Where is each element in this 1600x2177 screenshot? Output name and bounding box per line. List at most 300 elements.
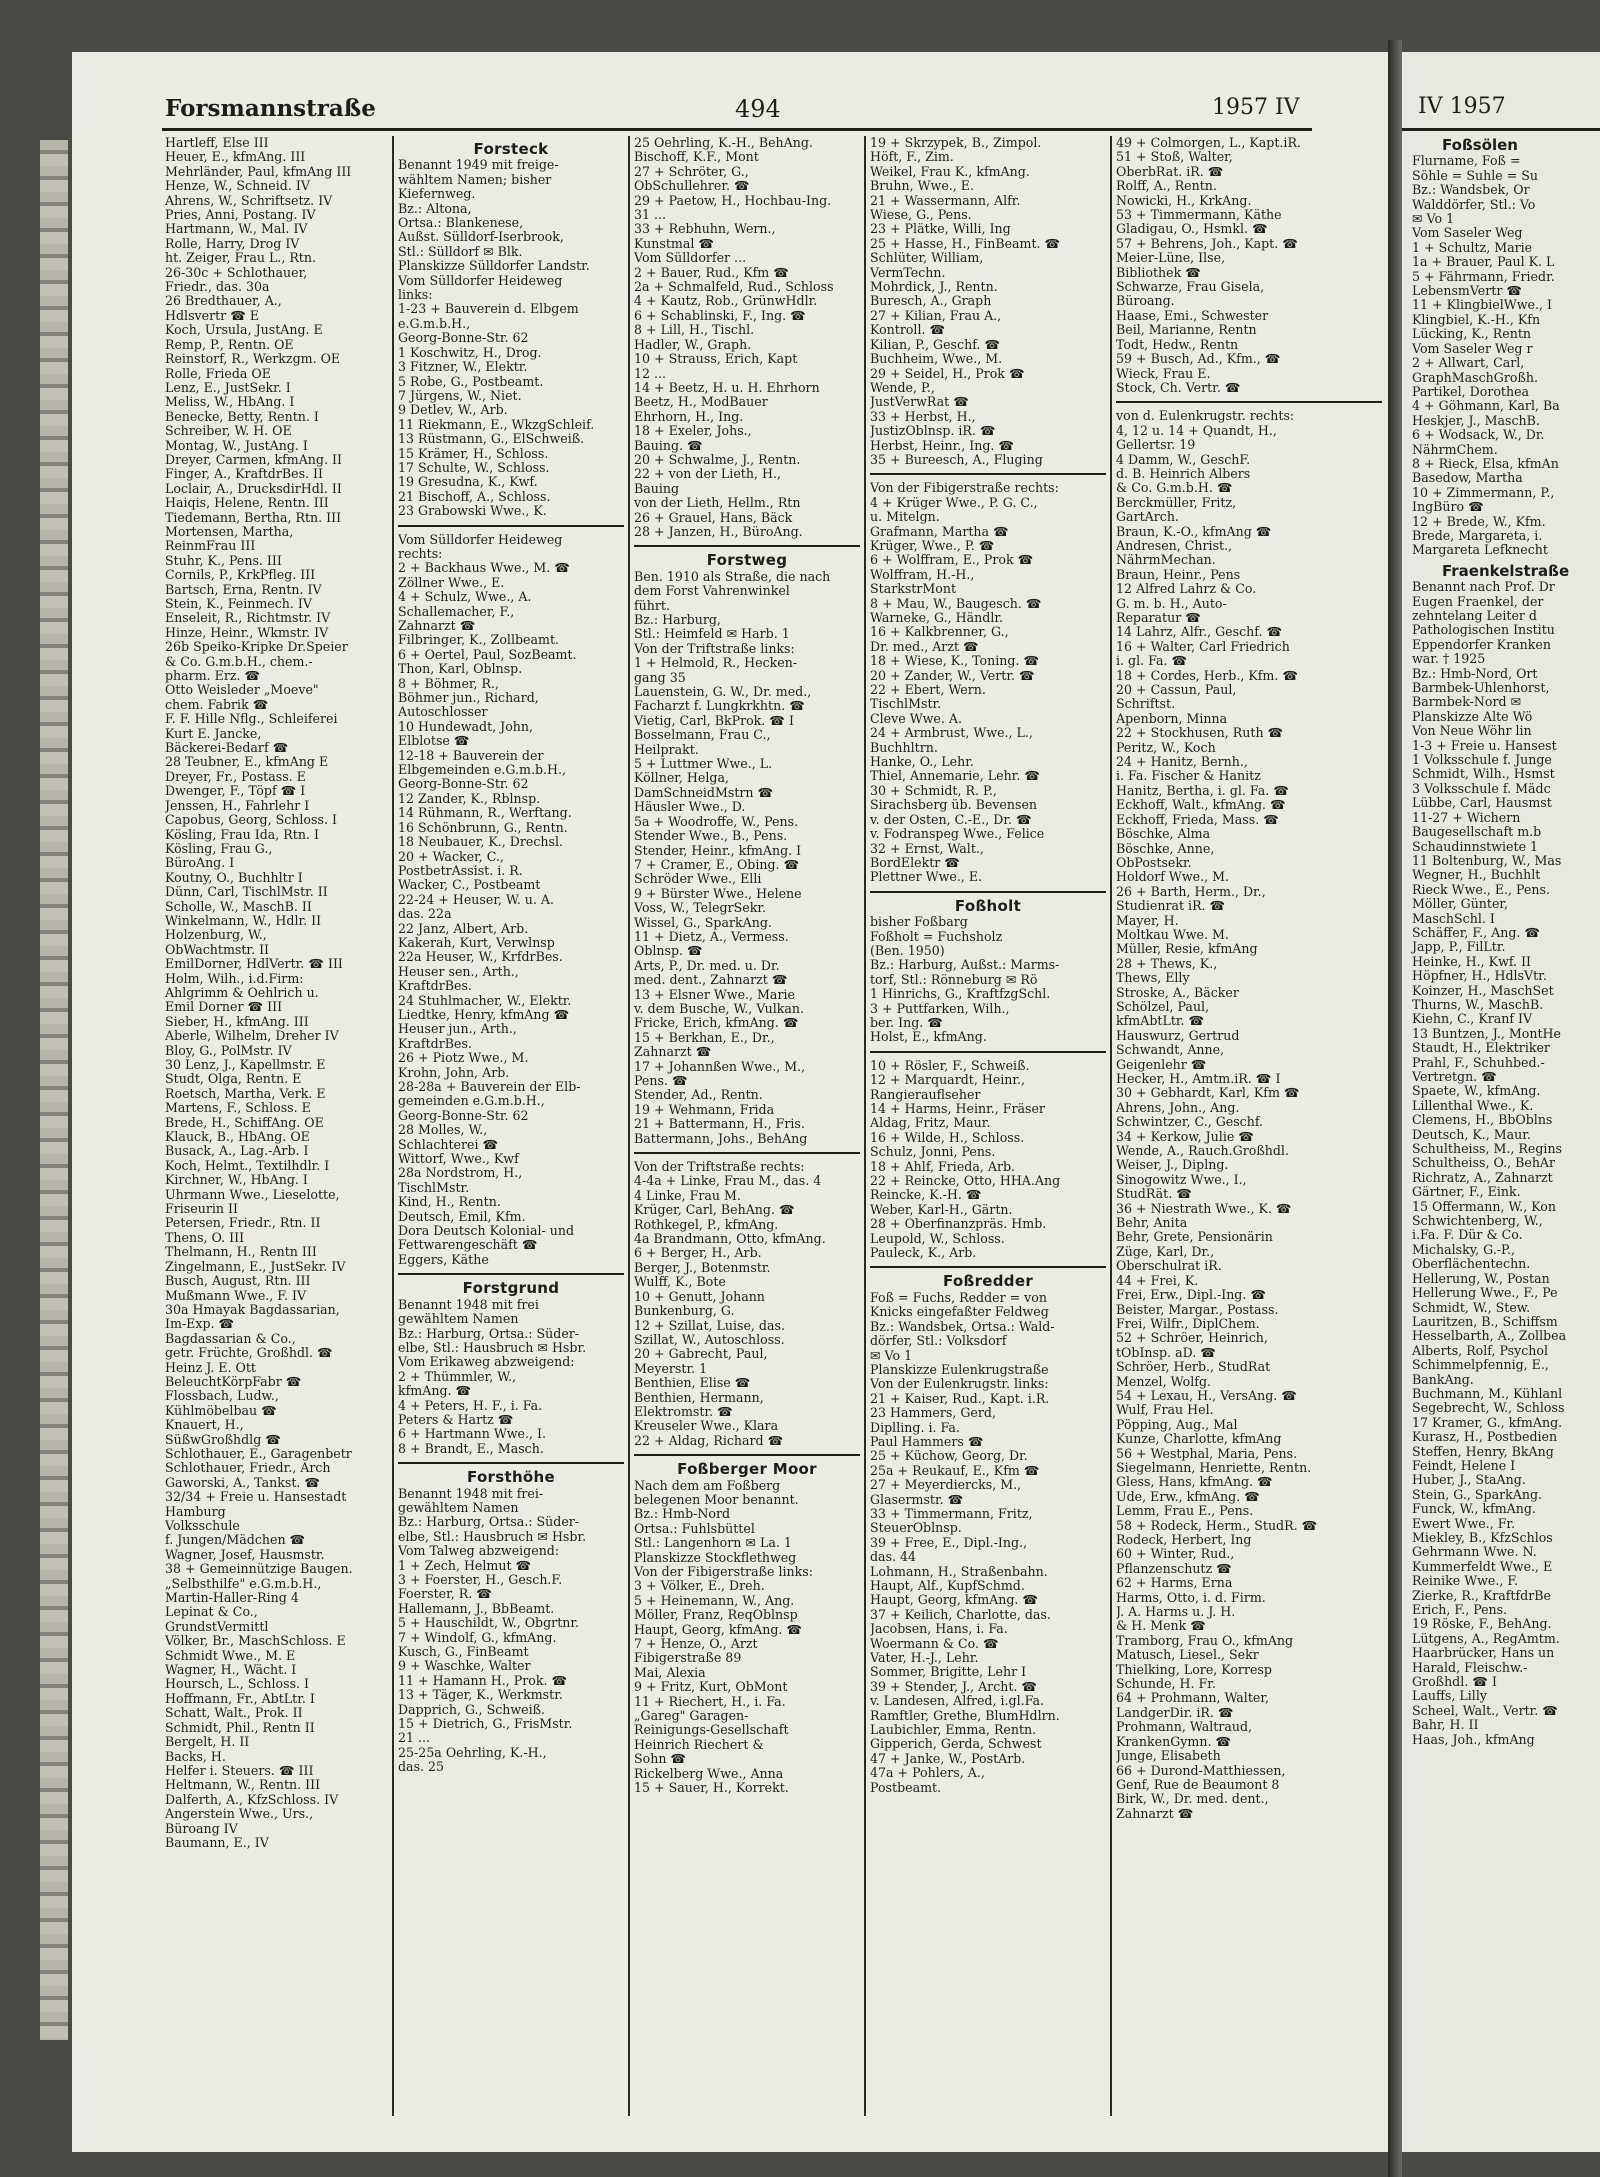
- directory-entry: PostbetrAssist. i. R.: [398, 862, 523, 878]
- directory-entry: Leupold, W., Schloss.: [870, 1230, 1005, 1246]
- directory-entry: Heskjer, J., MaschB.: [1412, 412, 1540, 428]
- column-2: [398, 136, 624, 2116]
- directory-entry: Planskizze Eulenkrugstraße: [870, 1361, 1049, 1377]
- directory-entry: Hecker, H., Amtm.iR. ☎ I: [1116, 1071, 1281, 1086]
- section-rule: [398, 525, 624, 527]
- directory-entry: 3 + Puttfarken, Wilh.,: [870, 1000, 1010, 1016]
- directory-entry: 17 Schulte, W., Schloss.: [398, 459, 550, 475]
- directory-entry: Koch, Ursula, JustAng. E: [165, 322, 323, 338]
- directory-entry: Bauing. ☎: [634, 437, 703, 453]
- directory-entry: Remp, P., Rentn. OE: [165, 336, 294, 352]
- directory-entry: 8 + Böhmer, R.,: [398, 675, 500, 691]
- directory-entry: Lauenstein, G. W., Dr. med.,: [634, 684, 812, 700]
- directory-entry: 21 + Battermann, H., Fris.: [634, 1116, 805, 1132]
- section-rule: [870, 473, 1106, 475]
- section-rule: [870, 1051, 1106, 1053]
- directory-entry: 26 + Piotz Wwe., M.: [398, 1050, 529, 1066]
- directory-entry: Bosselmann, Frau C.,: [634, 727, 771, 743]
- directory-entry: Georg-Bonne-Str. 62: [398, 776, 529, 792]
- directory-entry: Arts, P., Dr. med. u. Dr.: [634, 957, 780, 973]
- directory-entry: Stuhr, K., Pens. III: [165, 552, 282, 568]
- directory-entry: Reinike Wwe., F.: [1412, 1573, 1519, 1589]
- directory-entry: Steffen, Henry, BkAng: [1412, 1443, 1554, 1459]
- directory-entry: BeleuchtKörpFabr ☎: [165, 1373, 302, 1389]
- directory-entry: 39 + Stender, J., Archt. ☎: [870, 1678, 1038, 1694]
- directory-entry: Apenborn, Minna: [1116, 710, 1228, 726]
- directory-entry: links:: [398, 287, 433, 303]
- directory-entry: Wende, A., Rauch.Großhdl.: [1116, 1143, 1289, 1159]
- directory-entry: 23 + Plätke, Willi, Ing: [870, 221, 1011, 237]
- directory-entry: 4 + Schulz, Wwe., A.: [398, 589, 532, 605]
- street-heading: Foßholt: [954, 896, 1022, 915]
- directory-entry: Hauswurz, Gertrud: [1116, 1027, 1240, 1043]
- directory-entry: Filbringer, K., Zollbeamt.: [398, 632, 560, 648]
- directory-entry: Lütgens, A., RegAmtm.: [1412, 1630, 1560, 1646]
- directory-entry: Gehrmann Wwe. N.: [1412, 1544, 1537, 1560]
- directory-entry: ✉ Vo 1: [870, 1347, 913, 1363]
- section-rule: [634, 545, 860, 547]
- directory-entry: 5 + Hauschildt, W., Obgrtnr.: [398, 1615, 580, 1631]
- directory-entry: Studienrat iR. ☎: [1116, 898, 1226, 914]
- directory-entry: 1-23 + Bauverein d. Elbgem: [398, 301, 579, 317]
- directory-entry: Eugen Fraenkel, der: [1412, 593, 1544, 609]
- directory-entry: Basedow, Martha: [1412, 470, 1523, 486]
- directory-entry: Benthien, Elise ☎: [634, 1375, 751, 1391]
- directory-entry: Bz.: Harburg, Ortsa.: Süder-: [398, 1325, 580, 1341]
- directory-entry: Vom Saseler Weg: [1412, 225, 1523, 241]
- directory-entry: Bartsch, Erna, Rentn. IV: [165, 581, 322, 597]
- directory-entry: 49 + Colmorgen, L., Kapt.iR.: [1116, 136, 1301, 150]
- directory-entry: Harms, Otto, i. d. Firm.: [1116, 1589, 1266, 1605]
- directory-entry: 56 + Westphal, Maria, Pens.: [1116, 1445, 1298, 1461]
- directory-entry: 58 + Rodeck, Herm., StudR. ☎: [1116, 1517, 1318, 1533]
- directory-entry: 2 + Allwart, Carl,: [1412, 355, 1525, 371]
- directory-entry: Eppendorfer Kranken: [1412, 636, 1551, 652]
- directory-entry: Vietig, Carl, BkProk. ☎ I: [634, 712, 794, 728]
- directory-entry: 5 Robe, G., Postbeamt.: [398, 373, 544, 389]
- section-rule: [398, 1462, 624, 1464]
- directory-entry: Eckhoff, Walt., kfmAng. ☎: [1116, 797, 1286, 813]
- directory-entry: Schmidt, Phil., Rentn II: [165, 1719, 315, 1735]
- directory-entry: Stl.: Heimfeld ✉ Harb. 1: [634, 626, 790, 642]
- directory-entry: 30a Hmayak Bagdassarian,: [165, 1301, 340, 1317]
- directory-entry: 13 + Täger, K., Werkmstr.: [398, 1687, 563, 1703]
- directory-entry: 21 + Kaiser, Rud., Kapt. i.R.: [870, 1390, 1050, 1406]
- directory-entry: Von der Fibigerstraße links:: [634, 1564, 813, 1579]
- directory-entry: Liedtke, Henry, kfmAng ☎: [398, 1006, 570, 1022]
- directory-entry: IngBüro ☎: [1412, 499, 1484, 515]
- directory-entry: Heuser jun., Arth.,: [398, 1021, 517, 1037]
- directory-entry: 2 + Backhaus Wwe., M. ☎: [398, 560, 570, 576]
- directory-entry: Vom Saseler Weg r: [1412, 340, 1533, 356]
- directory-entry: 27 + Kilian, Frau A.,: [870, 307, 1002, 323]
- directory-entry: Böhmer jun., Richard,: [398, 690, 539, 706]
- directory-entry: Matusch, Liesel., Sekr: [1116, 1647, 1259, 1663]
- directory-entry: 2a + Schmalfeld, Rud., Schloss: [634, 279, 834, 295]
- directory-entry: Loclair, A., DrucksdirHdl. II: [165, 480, 342, 496]
- directory-entry: Aberle, Wilhelm, Dreher IV: [165, 1028, 339, 1044]
- directory-entry: Rolle, Harry, Drog IV: [165, 235, 300, 251]
- directory-entry: 21 Bischoff, A., Schloss.: [398, 488, 551, 504]
- directory-entry: Schmidt Wwe., M. E: [165, 1647, 296, 1663]
- directory-entry: Sinogowitz Wwe., I.,: [1116, 1171, 1247, 1187]
- directory-entry: Bz.: Hmb-Nord: [634, 1506, 731, 1522]
- directory-entry: Reparatur ☎: [1116, 610, 1201, 625]
- directory-entry: Kösling, Frau G.,: [165, 840, 273, 856]
- directory-entry: von d. Eulenkrugstr. rechts:: [1116, 408, 1295, 424]
- directory-entry: Haase, Emi., Schwester: [1116, 307, 1269, 323]
- directory-entry: Scholle, W., MaschB. II: [165, 898, 312, 914]
- directory-entry: Ehrhorn, H., Ing.: [634, 408, 744, 424]
- directory-entry: torf, Stl.: Rönneburg ✉ Rö: [870, 971, 1038, 987]
- directory-entry: Rangierauflseher: [870, 1086, 981, 1102]
- directory-entry: Zierke, R., KraftfdrBe: [1412, 1587, 1551, 1603]
- directory-entry: Höpfner, H., HdlsVtr.: [1412, 968, 1547, 984]
- adjacent-header-rule: [1402, 128, 1600, 131]
- directory-entry: Lillenthal Wwe., K.: [1412, 1097, 1534, 1113]
- directory-entry: Angerstein Wwe., Urs.,: [165, 1806, 314, 1822]
- directory-entry: F. F. Hille Nflg., Schleiferei: [165, 711, 338, 727]
- directory-entry: 22 + Aldag, Richard ☎: [634, 1432, 784, 1448]
- directory-entry: Stender Wwe., B., Pens.: [634, 828, 788, 844]
- directory-entry: Heinz J. E. Ott: [165, 1359, 256, 1375]
- directory-entry: Böschke, Anne,: [1116, 840, 1215, 856]
- column-4: [870, 136, 1106, 2116]
- directory-entry: 1a + Brauer, Paul K. L: [1412, 254, 1555, 270]
- directory-entry: 1 Hinrichs, G., KraftfzgSchl.: [870, 986, 1051, 1002]
- directory-entry: 10 + Rösler, F., Schweiß.: [870, 1057, 1030, 1073]
- directory-entry: Dr. med., Arzt ☎: [870, 638, 979, 654]
- directory-entry: Sirachsberg üb. Bevensen: [870, 797, 1038, 813]
- directory-entry: Züge, Karl, Dr.,: [1116, 1243, 1215, 1259]
- directory-entry: Plettner Wwe., E.: [870, 869, 983, 885]
- directory-entry: Knauert, H.,: [165, 1417, 244, 1433]
- directory-entry: 4 + Krüger Wwe., P. G. C.,: [870, 494, 1038, 510]
- directory-entry: Baugesellschaft m.b: [1412, 824, 1542, 840]
- directory-entry: Söhle = Suhle = Su: [1412, 167, 1538, 183]
- directory-entry: Hallemann, J., BbBeamt.: [398, 1600, 555, 1616]
- directory-entry: 33 + Herbst, H.,: [870, 408, 976, 424]
- directory-entry: 60 + Winter, Rud.,: [1116, 1546, 1235, 1562]
- directory-entry: Schlachterei ☎: [398, 1136, 499, 1152]
- directory-entry: 19 Gresudna, K., Kwf.: [398, 474, 538, 490]
- directory-entry: das. 25: [398, 1759, 445, 1775]
- column-1: [165, 136, 387, 2116]
- directory-entry: 28-28a + Bauverein der Elb-: [398, 1079, 581, 1094]
- directory-entry: Kiefernweg.: [398, 186, 476, 202]
- directory-entry: 19 Röske, F., BehAng.: [1412, 1616, 1552, 1632]
- directory-entry: Gladigau, O., Hsmkl. ☎: [1116, 221, 1268, 237]
- directory-entry: Scheel, Walt., Vertr. ☎: [1412, 1702, 1558, 1718]
- directory-entry: 22 Janz, Albert, Arb.: [398, 920, 529, 936]
- directory-entry: Kurasz, H., Postbedien: [1412, 1429, 1558, 1445]
- directory-entry: 4-4a + Linke, Frau M., das. 4: [634, 1173, 822, 1189]
- directory-entry: 18 + Wiese, K., Toning. ☎: [870, 653, 1040, 669]
- directory-entry: Höft, F., Zim.: [870, 149, 954, 165]
- directory-entry: 9 Detlev, W., Arb.: [398, 402, 508, 418]
- directory-entry: Ewert Wwe., Fr.: [1412, 1515, 1516, 1531]
- directory-entry: Schultheiss, O., BehAr: [1412, 1155, 1556, 1171]
- directory-entry: JustizOblnsp. iR. ☎: [870, 423, 996, 439]
- directory-entry: Hoffmann, Fr., AbtLtr. I: [165, 1690, 315, 1706]
- directory-entry: 6 + Wolffram, E., Prok ☎: [870, 552, 1034, 568]
- directory-entry: Oblnsp. ☎: [634, 943, 703, 959]
- directory-entry: Tiedemann, Bertha, Rtn. III: [165, 509, 342, 525]
- directory-entry: Staudt, H., Elektriker: [1412, 1040, 1550, 1056]
- directory-entry: ObPostsekr.: [1116, 854, 1192, 870]
- directory-entry: 26b Speiko-Kripke Dr.Speier: [165, 639, 348, 655]
- street-heading: Foßredder: [942, 1272, 1034, 1291]
- directory-entry: Schreiber, W. H. OE: [165, 423, 292, 439]
- directory-entry: Bischoff, K.F., Mont: [634, 149, 759, 165]
- directory-entry: Schatt, Walt., Prok. II: [165, 1705, 303, 1721]
- directory-entry: Dalferth, A., KfzSchloss. IV: [165, 1791, 339, 1807]
- directory-entry: 16 Schönbrunn, G., Rentn.: [398, 819, 568, 835]
- directory-entry: 8 + Lill, H., Tischl.: [634, 322, 755, 338]
- directory-entry: dem Forst Vahrenwinkel: [634, 583, 790, 599]
- directory-entry: Sohn ☎: [634, 1751, 687, 1767]
- directory-entry: 15 Offermann, W., Kon: [1412, 1198, 1556, 1214]
- directory-entry: 25 + Hasse, H., FinBeamt. ☎: [870, 235, 1061, 251]
- directory-entry: Buchmann, M., Kühlanl: [1412, 1385, 1563, 1401]
- directory-entry: e.G.m.b.H.,: [398, 315, 471, 331]
- directory-entry: von der Lieth, Hellm., Rtn: [634, 495, 801, 511]
- directory-entry: 15 + Berkhan, E., Dr.,: [634, 1029, 775, 1045]
- directory-entry: 6 + Schablinski, F., Ing. ☎: [634, 307, 806, 323]
- directory-entry: SüßwGroßhdlg ☎: [165, 1431, 281, 1447]
- directory-entry: zehntelang Leiter d: [1412, 608, 1537, 623]
- directory-entry: Prahl, F., Schuhbed.-: [1412, 1054, 1545, 1070]
- directory-entry: Reincke, K.-H. ☎: [870, 1187, 982, 1203]
- directory-entry: u. Mitelgn.: [870, 509, 940, 525]
- directory-entry: 4 Linke, Frau M.: [634, 1187, 741, 1203]
- directory-entry: Wagner, H., Wächt. I: [165, 1662, 297, 1678]
- directory-entry: Japp, P., FilLtr.: [1412, 939, 1506, 955]
- directory-entry: 9 + Bürster Wwe., Helene: [634, 885, 802, 901]
- directory-entry: Wulf, Frau Hel.: [1116, 1402, 1214, 1418]
- directory-entry: Heuer, E., kfmAng. III: [165, 149, 306, 165]
- directory-entry: 11-27 + Wichern: [1412, 809, 1521, 825]
- directory-entry: Bz.: Wandsbek, Ortsa.: Wald-: [870, 1318, 1055, 1334]
- directory-entry: Moltkau Wwe. M.: [1116, 926, 1229, 942]
- directory-entry: Von der Eulenkrugstr. links:: [870, 1376, 1049, 1392]
- directory-entry: Lohmann, H., Straßenbahn.: [870, 1563, 1048, 1579]
- directory-entry: Hartmann, W., Mal. IV: [165, 221, 308, 237]
- directory-entry: Haupt, Georg, kfmAng. ☎: [634, 1621, 803, 1637]
- directory-entry: 12 + Marquardt, Heinr.,: [870, 1072, 1026, 1088]
- directory-entry: Thews, Elly: [1116, 970, 1190, 986]
- directory-entry: Helfer i. Steuers. ☎ III: [165, 1762, 314, 1778]
- directory-entry: Koutny, O., Buchhltr I: [165, 869, 303, 885]
- directory-entry: Backs, H.: [165, 1748, 226, 1764]
- street-heading: Forsthöhe: [467, 1468, 555, 1487]
- directory-entry: Busack, A., Lag.-Arb. I: [165, 1143, 309, 1159]
- directory-entry: 25a + Reukauf, E., Kfm ☎: [870, 1462, 1040, 1478]
- directory-entry: 1 Koschwitz, H., Drog.: [398, 344, 542, 360]
- directory-entry: Kiehn, C., Kranf IV: [1412, 1011, 1533, 1027]
- directory-entry: Braun, Heinr., Pens: [1116, 566, 1241, 582]
- directory-entry: Thiel, Annemarie, Lehr. ☎: [870, 768, 1041, 784]
- directory-entry: Kusch, G., FinBeamt: [398, 1644, 529, 1660]
- directory-entry: JustVerwRat ☎: [870, 394, 969, 410]
- directory-entry: 3 Fitzner, W., Elektr.: [398, 359, 528, 375]
- directory-entry: Holm, Wilh., i.d.Firm:: [165, 970, 304, 986]
- directory-entry: Köllner, Helga,: [634, 770, 729, 786]
- directory-entry: Krüger, Wwe., P. ☎: [870, 537, 995, 553]
- directory-entry: Busch, August, Rtn. III: [165, 1273, 311, 1289]
- directory-entry: 34 + Kerkow, Julie ☎: [1116, 1128, 1254, 1144]
- directory-entry: 11 Riekmann, E., WkzgSchleif.: [398, 416, 595, 432]
- directory-entry: Peritz, W., Koch: [1116, 739, 1216, 755]
- directory-entry: Emil Dorner ☎ III: [165, 999, 283, 1015]
- directory-entry: Enseleit, R., Richtmstr. IV: [165, 610, 331, 626]
- directory-entry: Hinze, Heinr., Wkmstr. IV: [165, 624, 329, 640]
- directory-entry: Ben. 1910 als Straße, die nach: [634, 568, 831, 584]
- directory-entry: 7 + Cramer, E., Obing. ☎: [634, 856, 800, 872]
- directory-entry: Elblotse ☎: [398, 733, 470, 749]
- directory-entry: 59 + Busch, Ad., Kfm., ☎: [1116, 351, 1281, 367]
- page-gutter: [1388, 40, 1402, 2177]
- directory-entry: Hanitz, Bertha, i. gl. Fa. ☎: [1116, 782, 1289, 798]
- directory-entry: Prohmann, Waltraud,: [1116, 1719, 1253, 1735]
- directory-entry: 11 + Hamann H., Prok. ☎: [398, 1672, 568, 1688]
- directory-entry: Möller, Günter,: [1412, 896, 1509, 912]
- directory-entry: Meliss, W., HbAng. I: [165, 394, 295, 410]
- directory-entry: Genf, Rue de Beaumont 8: [1116, 1776, 1280, 1792]
- directory-entry: med. dent., Zahnarzt ☎: [634, 972, 788, 988]
- directory-entry: 21 ...: [398, 1730, 431, 1746]
- directory-entry: Ahrens, W., Schriftsetz. IV: [165, 192, 333, 208]
- directory-entry: Buchhltrn.: [870, 739, 938, 755]
- directory-entry: Lenz, E., JustSekr. I: [165, 379, 291, 395]
- directory-entry: Michalsky, G.-P.,: [1412, 1241, 1515, 1257]
- directory-entry: StarkstrMont: [870, 581, 957, 597]
- directory-entry: Pries, Anni, Postang. IV: [165, 207, 316, 223]
- directory-entry: Pauleck, K., Arb.: [870, 1245, 977, 1261]
- directory-entry: 32 + Ernst, Walt.,: [870, 840, 984, 856]
- directory-entry: 24 + Hanitz, Bernh.,: [1116, 754, 1248, 770]
- directory-entry: Huber, J., StaAng.: [1412, 1472, 1526, 1488]
- directory-entry: 11 + KlingbielWwe., I: [1412, 297, 1552, 313]
- directory-entry: pharm. Erz. ☎: [165, 668, 261, 684]
- directory-entry: war. † 1925: [1412, 651, 1486, 667]
- directory-entry: Vater, H.-J., Lehr.: [870, 1650, 979, 1666]
- directory-entry: Brede, Margareta, i.: [1412, 527, 1543, 543]
- directory-entry: Thon, Karl, Oblnsp.: [398, 661, 523, 677]
- directory-entry: Todt, Hedw., Rentn: [1116, 336, 1239, 352]
- directory-entry: 31 ...: [634, 207, 667, 223]
- directory-entry: 16 + Walter, Carl Friedrich: [1116, 638, 1290, 654]
- directory-entry: Barmbek-Uhlenhorst,: [1412, 680, 1550, 696]
- directory-entry: GraphMaschGroßh.: [1412, 369, 1538, 385]
- directory-entry: & Co. G.m.b.H., chem.-: [165, 653, 313, 669]
- directory-entry: Heltmann, W., Rentn. III: [165, 1777, 321, 1793]
- directory-entry: Paul Hammers ☎: [870, 1433, 984, 1449]
- directory-entry: Haiqis, Helene, Rentn. III: [165, 495, 329, 511]
- directory-entry: 1 + Schultz, Marie: [1412, 239, 1533, 255]
- directory-entry: 13 Buntzen, J., MontHe: [1412, 1025, 1561, 1041]
- directory-entry: Pflanzenschutz ☎: [1116, 1560, 1232, 1576]
- directory-entry: 5 + Fährmann, Friedr.: [1412, 268, 1555, 284]
- directory-entry: 1 + Helmold, R., Hecken-: [634, 655, 798, 671]
- directory-entry: BüroAng. I: [165, 855, 235, 871]
- directory-entry: Finger, A., KraftdrBes. II: [165, 466, 324, 482]
- directory-entry: Schimmelpfennig, E.,: [1412, 1357, 1549, 1373]
- directory-entry: Von der Triftstraße links:: [634, 640, 795, 656]
- directory-entry: elbe, Stl.: Hausbruch ✉ Hsbr.: [398, 1528, 587, 1544]
- directory-entry: 5a + Woodroffe, W., Pens.: [634, 813, 799, 829]
- directory-entry: 6 + Wodsack, W., Dr.: [1412, 427, 1545, 443]
- directory-entry: Von Neue Wöhr lin: [1412, 723, 1532, 739]
- directory-entry: Völker, Br., MaschSchloss. E: [165, 1633, 346, 1649]
- directory-entry: Sieber, H., kfmAng. III: [165, 1013, 309, 1029]
- directory-entry: Gless, Hans, kfmAng. ☎: [1116, 1474, 1273, 1490]
- directory-entry: 28 + Oberfinanzpräs. Hmb.: [870, 1216, 1047, 1232]
- directory-entry: 22 + Stockhusen, Ruth ☎: [1116, 725, 1284, 741]
- directory-entry: Häusler Wwe., D.: [634, 799, 746, 815]
- directory-entry: Kirchner, W., HbAng. I: [165, 1172, 308, 1188]
- directory-entry: Sommer, Brigitte, Lehr I: [870, 1664, 1027, 1680]
- directory-entry: 53 + Timmermann, Käthe: [1116, 207, 1282, 223]
- directory-entry: 1-3 + Freie u. Hansest: [1412, 737, 1557, 753]
- directory-entry: Kakerah, Kurt, Verwlnsp: [398, 934, 555, 950]
- directory-entry: Bz.: Hmb-Nord, Ort: [1412, 665, 1538, 681]
- directory-entry: 2 + Thümmler, W.,: [398, 1368, 516, 1384]
- directory-entry: Hamburg: [165, 1503, 226, 1519]
- directory-entry: 11 + Dietz, A., Vermess.: [634, 928, 789, 944]
- directory-entry: Winkelmann, W., Hdlr. II: [165, 912, 322, 928]
- directory-entry: Behr, Anita: [1116, 1215, 1188, 1231]
- directory-entry: 20 + Zander, W., Vertr. ☎: [870, 667, 1035, 683]
- directory-entry: Böschke, Alma: [1116, 826, 1211, 842]
- directory-entry: KraftdrBes.: [398, 978, 472, 994]
- directory-entry: Battermann, Johs., BehAng: [634, 1130, 808, 1146]
- directory-entry: Birk, W., Dr. med. dent.,: [1116, 1791, 1269, 1807]
- directory-entry: 32/34 + Freie u. Hansestadt: [165, 1489, 347, 1505]
- directory-entry: Schwarze, Frau Gisela,: [1116, 279, 1265, 295]
- directory-entry: Bz.: Harburg, Außst.: Marms-: [870, 957, 1060, 973]
- directory-entry: (Ben. 1950): [870, 942, 945, 958]
- directory-entry: Heilprakt.: [634, 741, 699, 757]
- directory-entry: Glasermstr. ☎: [870, 1491, 964, 1507]
- directory-entry: VermTechn.: [870, 264, 946, 280]
- directory-entry: Studt, Olga, Rentn. E: [165, 1071, 302, 1087]
- directory-entry: Heinke, H., Kwf. II: [1412, 953, 1532, 969]
- directory-entry: kfmAbtLtr. ☎: [1116, 1013, 1205, 1029]
- directory-entry: ht. Zeiger, Frau L., Rtn.: [165, 250, 316, 266]
- directory-entry: Tramborg, Frau O., kfmAng: [1116, 1632, 1294, 1648]
- directory-entry: Hartleff, Else III: [165, 136, 269, 150]
- directory-entry: 4a Brandmann, Otto, kfmAng.: [634, 1231, 826, 1247]
- directory-entry: J. A. Harms u. J. H.: [1116, 1604, 1236, 1620]
- directory-entry: „Gareg" Garagen-: [634, 1708, 749, 1724]
- directory-entry: Haarbrücker, Hans un: [1412, 1645, 1555, 1661]
- directory-entry: MaschSchl. I: [1412, 910, 1495, 926]
- column-divider: [392, 136, 394, 2116]
- directory-entry: Schaudinnstwiete 1: [1412, 838, 1539, 854]
- directory-entry: LebensmVertr ☎: [1412, 283, 1523, 299]
- directory-entry: OberbRat. iR. ☎: [1116, 163, 1224, 179]
- directory-entry: Wolffram, H.-H.,: [870, 566, 975, 582]
- directory-entry: Lauritzen, B., Schiffsm: [1412, 1313, 1558, 1329]
- directory-entry: Krüger, Carl, BehAng. ☎: [634, 1202, 795, 1218]
- directory-entry: Schlüter, William,: [870, 250, 984, 266]
- directory-entry: 9 + Fritz, Kurt, ObMont: [634, 1679, 788, 1695]
- street-heading: Forstgrund: [462, 1279, 560, 1298]
- directory-entry: Holdorf Wwe., M.: [1116, 869, 1230, 885]
- directory-entry: Möller, Franz, ReqOblnsp: [634, 1607, 798, 1623]
- directory-entry: Planskizze Alte Wö: [1412, 708, 1533, 724]
